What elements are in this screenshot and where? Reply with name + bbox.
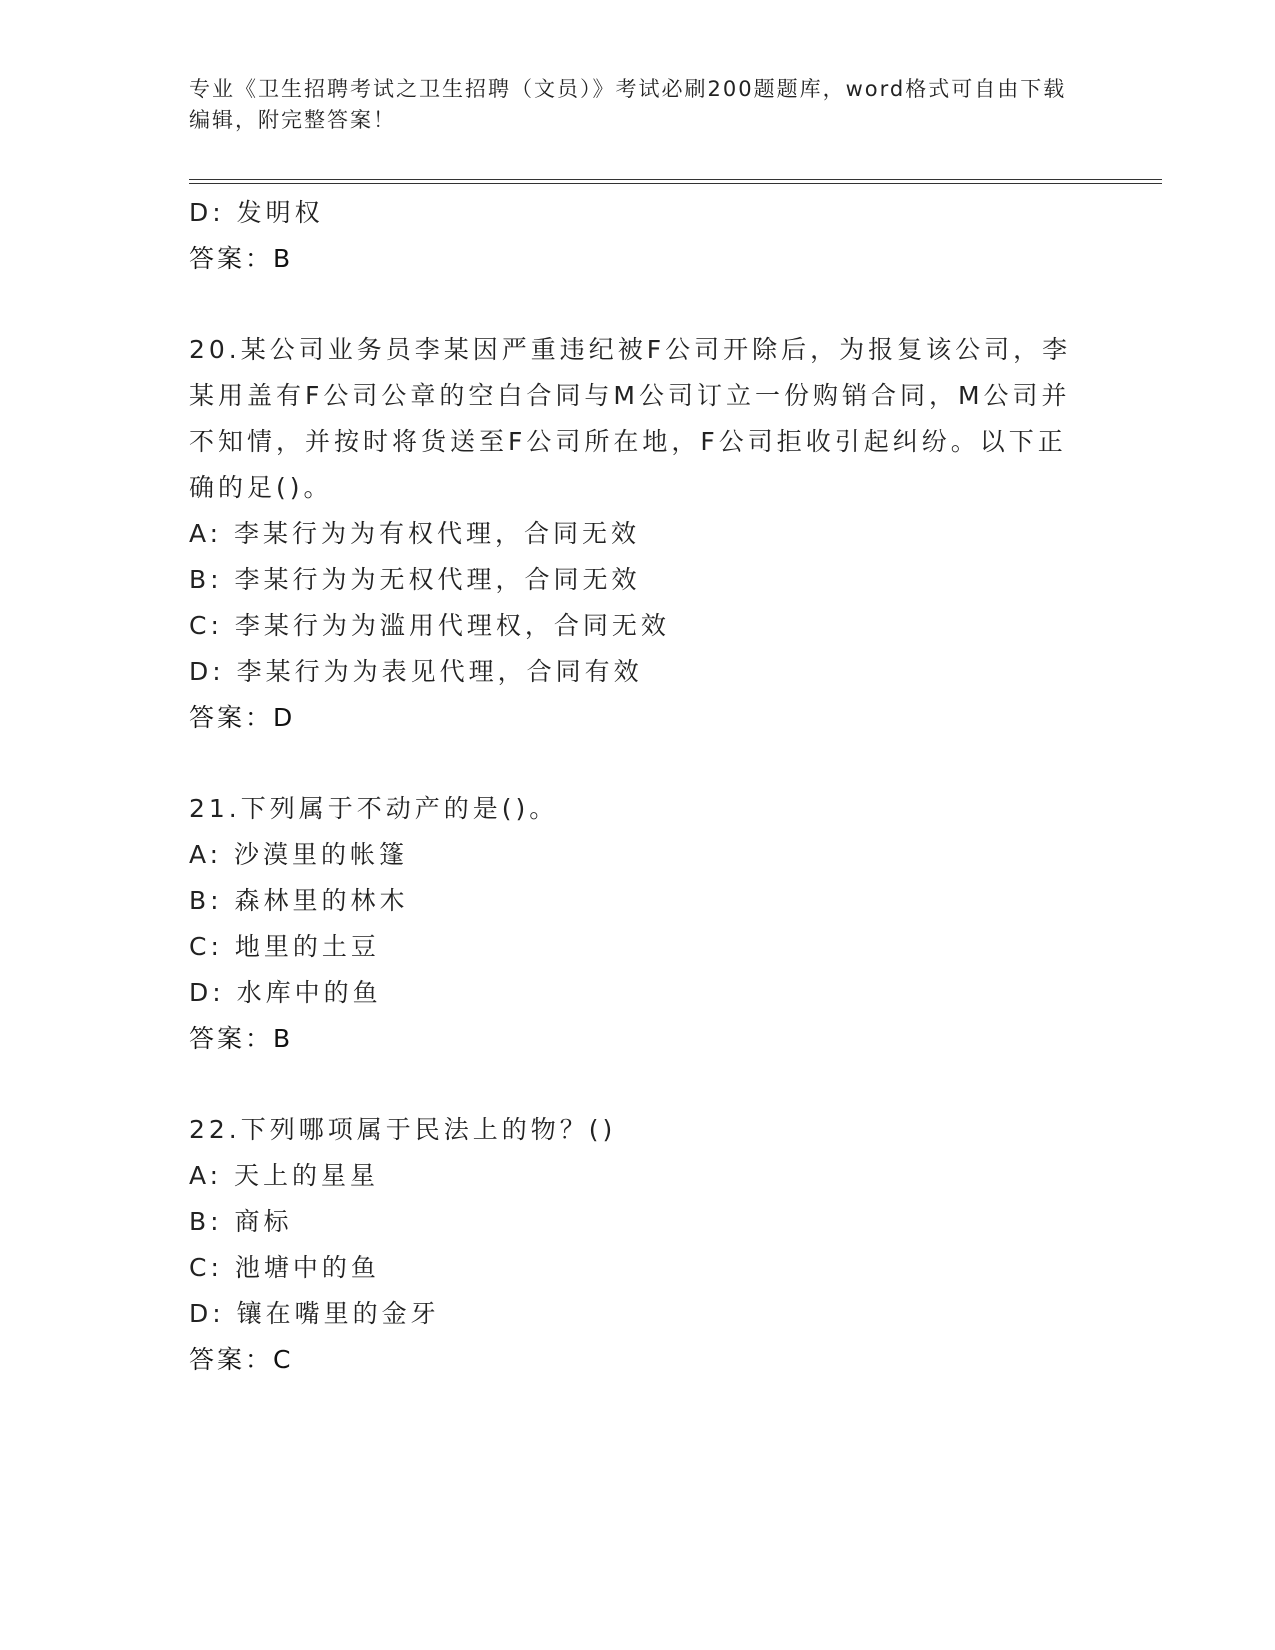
- question-21: [189, 786, 1089, 1062]
- option-c: C: 地里的土豆: [189, 932, 380, 961]
- carryover-block: [189, 190, 1089, 282]
- option-b: B: 森林里的林木: [189, 886, 409, 915]
- question-stem: 22.下列哪项属于民法上的物？(): [189, 1115, 617, 1144]
- answer-line: 答案：D: [189, 703, 296, 732]
- option-d: D: 镶在嘴里的金牙: [189, 1299, 440, 1328]
- header-divider-bottom: [189, 183, 1162, 184]
- option-d: D: 发明权: [189, 198, 324, 227]
- answer-line: 答案：C: [189, 1345, 294, 1374]
- option-b: B: 李某行为为无权代理，合同无效: [189, 565, 641, 594]
- option-a: A: 天上的星星: [189, 1161, 380, 1190]
- option-d: D: 水库中的鱼: [189, 978, 382, 1007]
- option-c: C: 李某行为为滥用代理权，合同无效: [189, 611, 670, 640]
- option-d: D: 李某行为为表见代理，合同有效: [189, 657, 643, 686]
- option-c: C: 池塘中的鱼: [189, 1253, 380, 1282]
- header-divider-top: [189, 179, 1162, 180]
- option-a: A: 沙漠里的帐篷: [189, 840, 409, 869]
- document-header: 专业《卫生招聘考试之卫生招聘（文员）》考试必刷200题题库，word格式可自由下载编辑，附完整答案！: [189, 77, 1067, 132]
- question-20: [189, 327, 1089, 741]
- question-stem: 20.某公司业务员李某因严重违纪被F公司开除后，为报复该公司，李某用盖有F公司公章的空白合同与M公司订立一份购销合同，M公司并不知情，并按时将货送至F公司所在地，F公司拒收引起纠纷。以下正确的足()。: [189, 335, 1072, 502]
- question-list: [189, 190, 1089, 1383]
- question-stem: 21.下列属于不动产的是()。: [189, 794, 559, 823]
- option-a: A: 李某行为为有权代理，合同无效: [189, 519, 641, 548]
- option-b: B: 商标: [189, 1207, 293, 1236]
- answer-line: 答案：B: [189, 1024, 294, 1053]
- question-22: [189, 1107, 1089, 1383]
- answer-line: 答案：B: [189, 244, 294, 273]
